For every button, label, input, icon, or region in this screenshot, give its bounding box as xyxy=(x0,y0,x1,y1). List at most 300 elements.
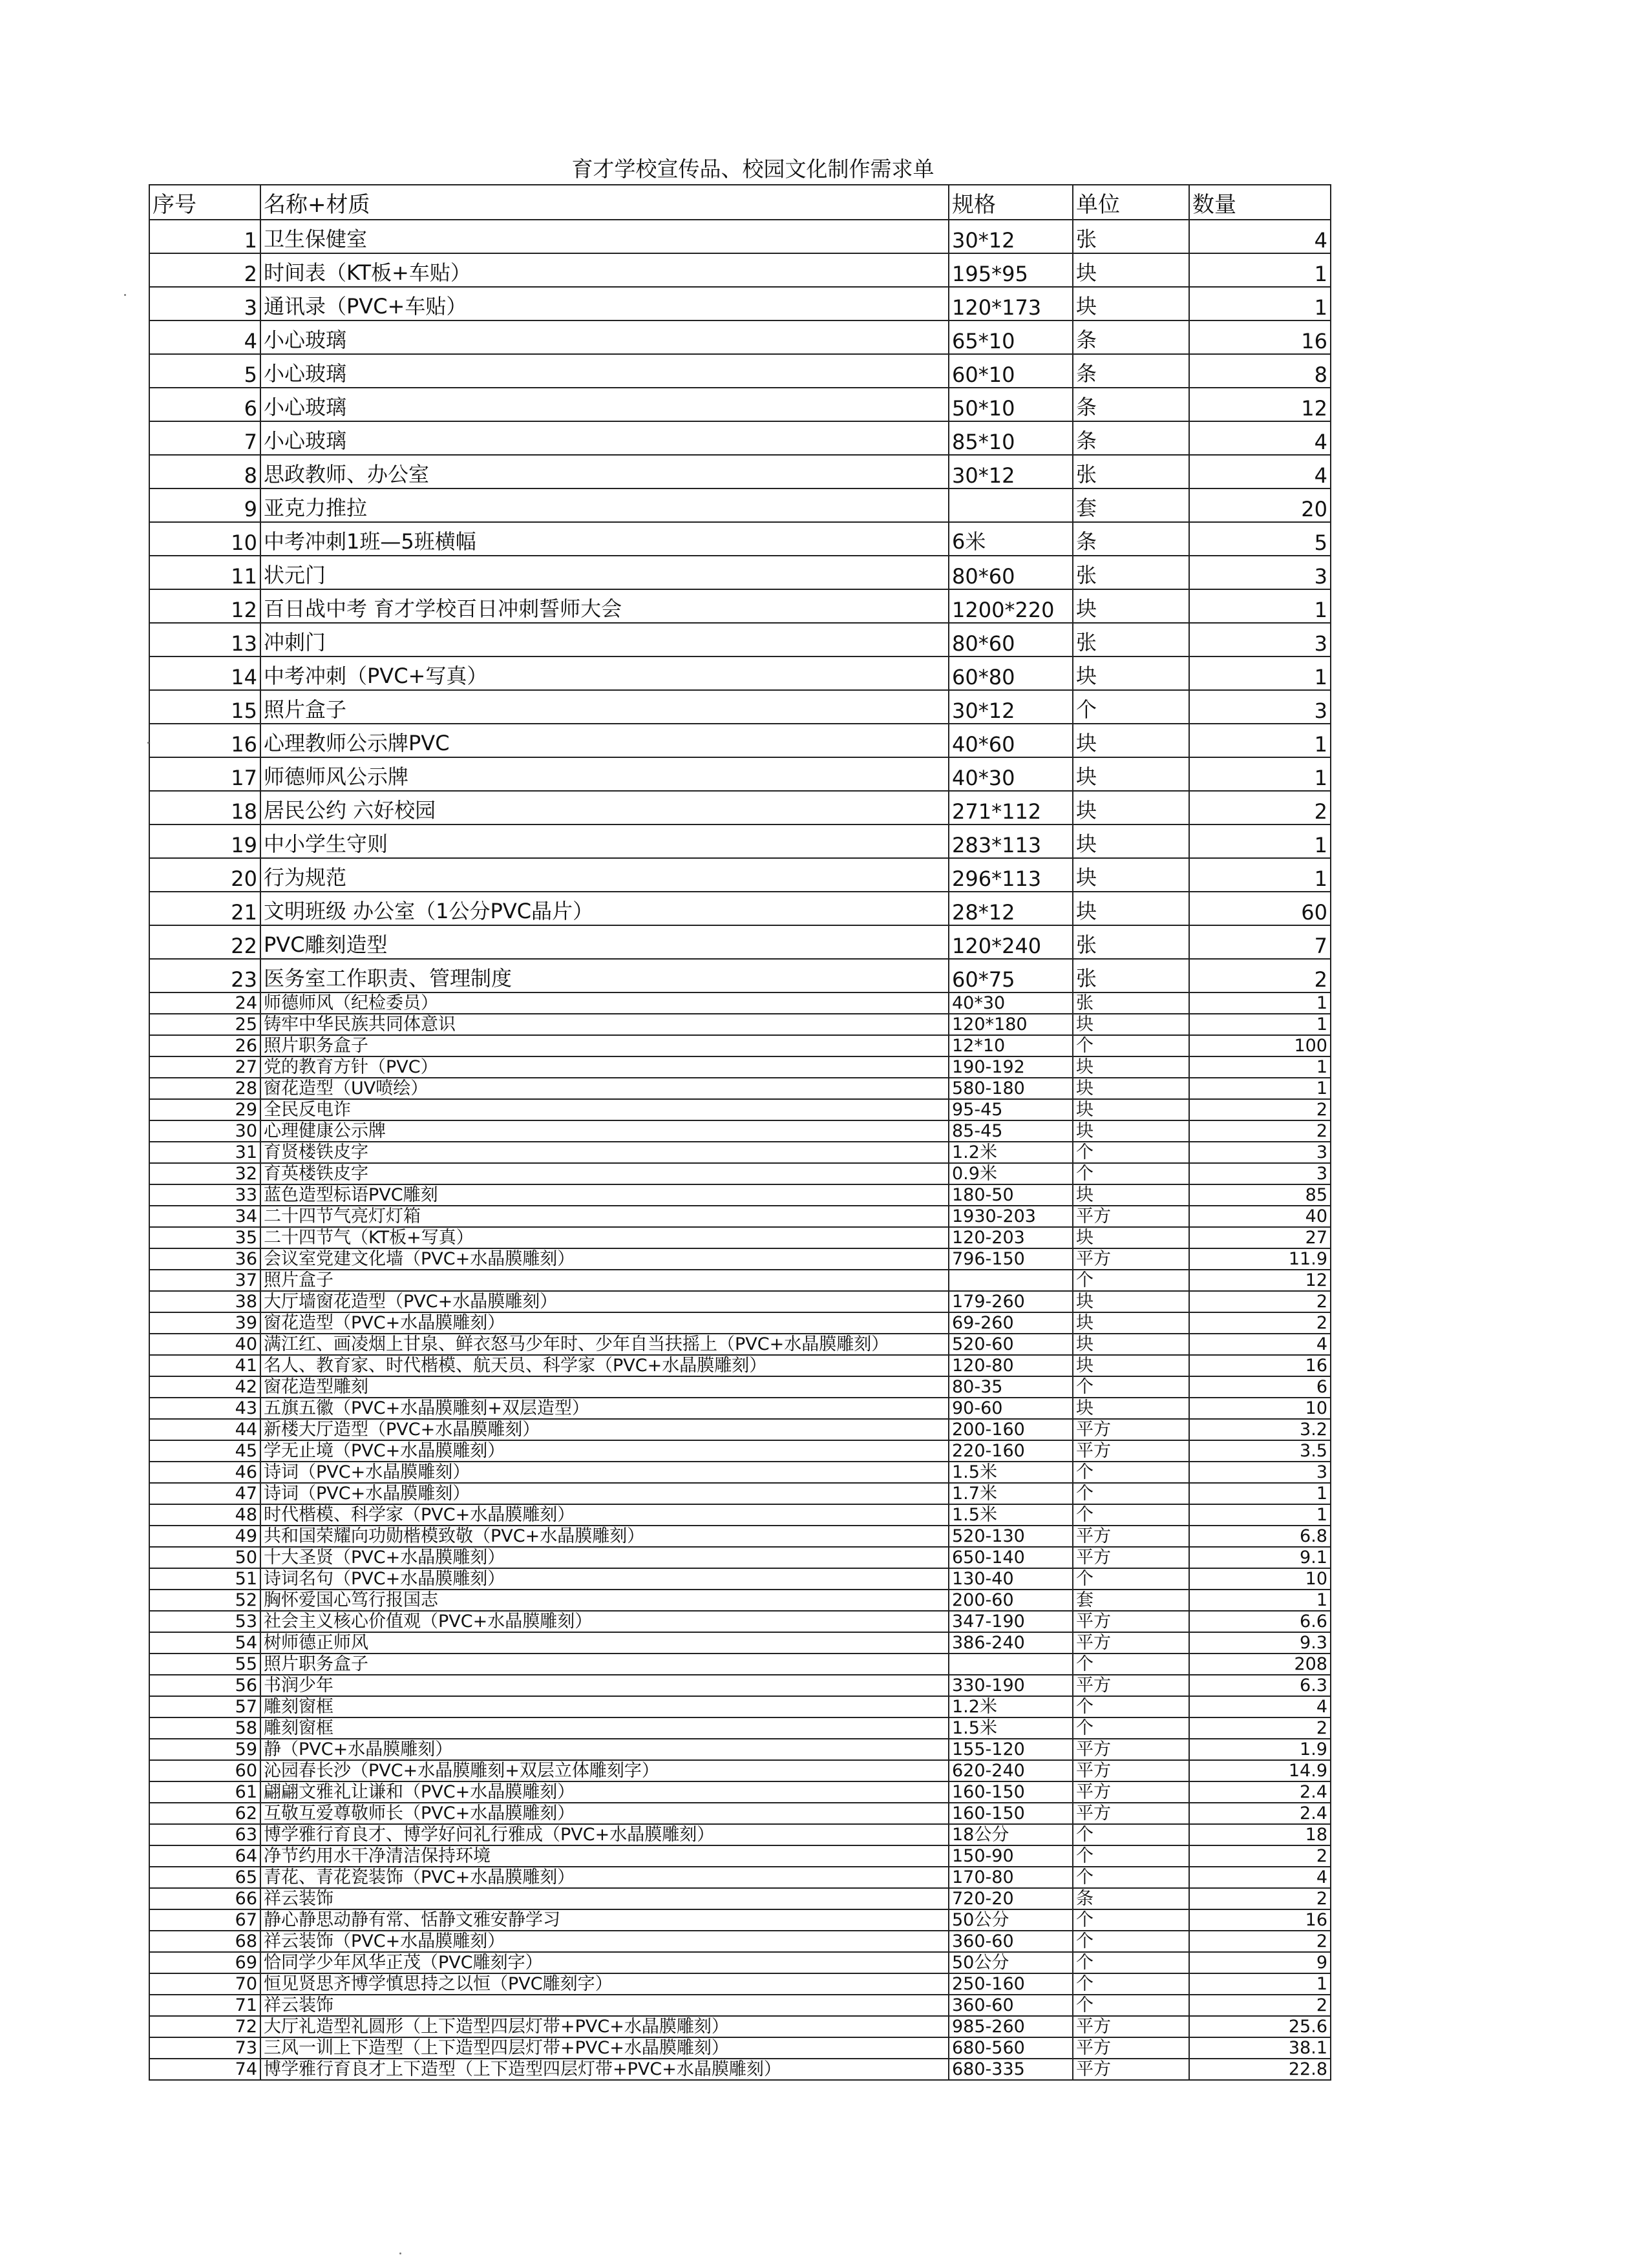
cell-unit: 块 xyxy=(1073,1056,1189,1078)
table-row xyxy=(149,1803,1331,1824)
cell-spec: 120*240 xyxy=(949,925,1073,959)
table-row xyxy=(149,824,1331,858)
cell-unit: 套 xyxy=(1073,1590,1189,1611)
cell-name: 师德师风公示牌 xyxy=(260,757,949,791)
cell-qty: 9.1 xyxy=(1189,1547,1331,1568)
cell-unit: 张 xyxy=(1073,959,1189,992)
cell-qty: 1 xyxy=(1189,1014,1331,1035)
cell-unit: 个 xyxy=(1073,1867,1189,1888)
header-name: 名称+材质 xyxy=(260,185,949,220)
cell-unit: 块 xyxy=(1073,1099,1189,1120)
cell-qty: 2 xyxy=(1189,1995,1331,2016)
cell-spec: 220-160 xyxy=(949,1440,1073,1462)
table-row xyxy=(149,1376,1331,1398)
cell-spec: 65*10 xyxy=(949,320,1073,354)
cell-spec: 160-150 xyxy=(949,1803,1073,1824)
cell-spec: 50公分 xyxy=(949,1952,1073,1973)
cell-qty: 2 xyxy=(1189,1120,1331,1142)
cell-name: 中考冲刺1班—5班横幅 xyxy=(260,522,949,556)
table-row xyxy=(149,1590,1331,1611)
table-row xyxy=(149,1931,1331,1952)
cell-name: 书润少年 xyxy=(260,1675,949,1696)
cell-no: 62 xyxy=(149,1803,260,1824)
table-row xyxy=(149,1717,1331,1739)
cell-unit: 平方 xyxy=(1073,1206,1189,1227)
cell-no: 66 xyxy=(149,1888,260,1909)
cell-spec: 95-45 xyxy=(949,1099,1073,1120)
cell-no: 16 xyxy=(149,724,260,757)
cell-spec: 120-203 xyxy=(949,1227,1073,1248)
cell-no: 46 xyxy=(149,1462,260,1483)
cell-name: 行为规范 xyxy=(260,858,949,892)
cell-unit: 平方 xyxy=(1073,2037,1189,2059)
cell-unit: 平方 xyxy=(1073,1611,1189,1632)
cell-name: 恒见贤思齐博学慎思持之以恒（PVC雕刻字） xyxy=(260,1973,949,1995)
cell-name: 时间表（KT板+车贴） xyxy=(260,253,949,287)
cell-qty: 4 xyxy=(1189,1696,1331,1717)
cell-name: 翩翩文雅礼让谦和（PVC+水晶膜雕刻） xyxy=(260,1781,949,1803)
cell-no: 60 xyxy=(149,1760,260,1781)
cell-name: 二十四节气（KT板+写真） xyxy=(260,1227,949,1248)
cell-unit: 块 xyxy=(1073,589,1189,623)
cell-no: 21 xyxy=(149,892,260,925)
cell-spec: 985-260 xyxy=(949,2016,1073,2037)
cell-qty: 5 xyxy=(1189,522,1331,556)
cell-no: 51 xyxy=(149,1568,260,1590)
cell-no: 14 xyxy=(149,656,260,690)
cell-no: 59 xyxy=(149,1739,260,1760)
cell-no: 48 xyxy=(149,1504,260,1526)
cell-unit: 个 xyxy=(1073,1952,1189,1973)
cell-unit: 张 xyxy=(1073,992,1189,1014)
cell-no: 11 xyxy=(149,556,260,589)
requirements-table xyxy=(149,184,1331,2081)
page-title: 育才学校宣传品、校园文化制作需求单 xyxy=(571,156,935,182)
cell-name: 中小学生守则 xyxy=(260,824,949,858)
cell-spec: 1.5米 xyxy=(949,1717,1073,1739)
cell-qty: 3 xyxy=(1189,1462,1331,1483)
cell-name: 静（PVC+水晶膜雕刻） xyxy=(260,1739,949,1760)
cell-no: 70 xyxy=(149,1973,260,1995)
cell-unit: 个 xyxy=(1073,1035,1189,1056)
cell-unit: 套 xyxy=(1073,488,1189,522)
cell-spec: 120*180 xyxy=(949,1014,1073,1035)
table-row xyxy=(149,1291,1331,1312)
cell-qty: 1 xyxy=(1189,992,1331,1014)
table-row xyxy=(149,320,1331,354)
cell-no: 22 xyxy=(149,925,260,959)
cell-name: 冲刺门 xyxy=(260,623,949,656)
cell-unit: 平方 xyxy=(1073,2016,1189,2037)
table-row xyxy=(149,488,1331,522)
cell-qty: 40 xyxy=(1189,1206,1331,1227)
cell-no: 40 xyxy=(149,1334,260,1355)
table-row xyxy=(149,354,1331,388)
table-row xyxy=(149,925,1331,959)
cell-qty: 2 xyxy=(1189,1717,1331,1739)
table-row xyxy=(149,556,1331,589)
cell-unit: 平方 xyxy=(1073,1739,1189,1760)
cell-unit: 个 xyxy=(1073,1717,1189,1739)
cell-spec: 1.2米 xyxy=(949,1696,1073,1717)
table-row xyxy=(149,1568,1331,1590)
cell-qty: 3 xyxy=(1189,623,1331,656)
cell-name: 诗词名句（PVC+水晶膜雕刻） xyxy=(260,1568,949,1590)
cell-spec: 680-560 xyxy=(949,2037,1073,2059)
scan-speck xyxy=(124,294,126,296)
cell-spec: 90-60 xyxy=(949,1398,1073,1419)
table-row xyxy=(149,1163,1331,1184)
cell-qty: 18 xyxy=(1189,1824,1331,1845)
cell-no: 55 xyxy=(149,1654,260,1675)
cell-no: 58 xyxy=(149,1717,260,1739)
cell-no: 47 xyxy=(149,1483,260,1504)
cell-spec: 620-240 xyxy=(949,1760,1073,1781)
cell-qty: 6.8 xyxy=(1189,1526,1331,1547)
cell-name: 状元门 xyxy=(260,556,949,589)
table-row xyxy=(149,421,1331,455)
table-row xyxy=(149,1675,1331,1696)
cell-qty: 7 xyxy=(1189,925,1331,959)
cell-no: 42 xyxy=(149,1376,260,1398)
cell-unit: 个 xyxy=(1073,1504,1189,1526)
table-row xyxy=(149,1184,1331,1206)
cell-qty: 11.9 xyxy=(1189,1248,1331,1270)
table-row xyxy=(149,1419,1331,1440)
cell-name: 诗词（PVC+水晶膜雕刻） xyxy=(260,1462,949,1483)
cell-qty: 12 xyxy=(1189,1270,1331,1291)
cell-unit: 块 xyxy=(1073,1291,1189,1312)
cell-name: 全民反电诈 xyxy=(260,1099,949,1120)
cell-unit: 块 xyxy=(1073,287,1189,320)
cell-qty: 20 xyxy=(1189,488,1331,522)
cell-name: 医务室工作职责、管理制度 xyxy=(260,959,949,992)
cell-unit: 块 xyxy=(1073,1312,1189,1334)
cell-unit: 块 xyxy=(1073,656,1189,690)
cell-no: 41 xyxy=(149,1355,260,1376)
table-row xyxy=(149,858,1331,892)
cell-qty: 4 xyxy=(1189,455,1331,488)
cell-no: 38 xyxy=(149,1291,260,1312)
cell-name: 树师德正师风 xyxy=(260,1632,949,1654)
cell-no: 9 xyxy=(149,488,260,522)
cell-name: 雕刻窗框 xyxy=(260,1717,949,1739)
cell-spec: 650-140 xyxy=(949,1547,1073,1568)
cell-no: 39 xyxy=(149,1312,260,1334)
cell-name: 祥云装饰（PVC+水晶膜雕刻） xyxy=(260,1931,949,1952)
cell-no: 35 xyxy=(149,1227,260,1248)
cell-unit: 块 xyxy=(1073,824,1189,858)
cell-spec: 40*30 xyxy=(949,992,1073,1014)
table-row xyxy=(149,1995,1331,2016)
cell-unit: 张 xyxy=(1073,220,1189,253)
cell-spec: 360-60 xyxy=(949,1995,1073,2016)
table-row xyxy=(149,1696,1331,1717)
cell-qty: 16 xyxy=(1189,1909,1331,1931)
cell-unit: 条 xyxy=(1073,388,1189,421)
table-row xyxy=(149,1014,1331,1035)
cell-spec: 150-90 xyxy=(949,1845,1073,1867)
cell-name: 二十四节气亮灯灯箱 xyxy=(260,1206,949,1227)
table-row xyxy=(149,1398,1331,1419)
cell-unit: 平方 xyxy=(1073,1632,1189,1654)
cell-name: 小心玻璃 xyxy=(260,388,949,421)
table-row xyxy=(149,2037,1331,2059)
cell-spec: 190-192 xyxy=(949,1056,1073,1078)
table-row xyxy=(149,623,1331,656)
cell-spec: 50公分 xyxy=(949,1909,1073,1931)
cell-spec: 386-240 xyxy=(949,1632,1073,1654)
cell-spec: 520-130 xyxy=(949,1526,1073,1547)
cell-qty: 2 xyxy=(1189,1931,1331,1952)
cell-unit: 块 xyxy=(1073,253,1189,287)
cell-unit: 平方 xyxy=(1073,1760,1189,1781)
cell-no: 6 xyxy=(149,388,260,421)
table-row xyxy=(149,1462,1331,1483)
cell-unit: 条 xyxy=(1073,1888,1189,1909)
cell-qty: 3 xyxy=(1189,1142,1331,1163)
cell-spec: 179-260 xyxy=(949,1291,1073,1312)
table-row xyxy=(149,724,1331,757)
cell-name: 共和国荣耀向功勋楷模致敬（PVC+水晶膜雕刻） xyxy=(260,1526,949,1547)
table-row xyxy=(149,1845,1331,1867)
cell-qty: 10 xyxy=(1189,1398,1331,1419)
table-row xyxy=(149,992,1331,1014)
cell-no: 67 xyxy=(149,1909,260,1931)
cell-no: 4 xyxy=(149,320,260,354)
cell-name: 时代楷模、科学家（PVC+水晶膜雕刻） xyxy=(260,1504,949,1526)
cell-no: 2 xyxy=(149,253,260,287)
cell-qty: 4 xyxy=(1189,421,1331,455)
cell-qty: 1 xyxy=(1189,1973,1331,1995)
cell-qty: 1 xyxy=(1189,824,1331,858)
cell-no: 28 xyxy=(149,1078,260,1099)
cell-no: 69 xyxy=(149,1952,260,1973)
cell-spec: 85-45 xyxy=(949,1120,1073,1142)
cell-name: 照片职务盒子 xyxy=(260,1035,949,1056)
cell-name: 小心玻璃 xyxy=(260,421,949,455)
cell-name: 新楼大厅造型（PVC+水晶膜雕刻） xyxy=(260,1419,949,1440)
table-row xyxy=(149,455,1331,488)
cell-unit: 个 xyxy=(1073,690,1189,724)
cell-no: 10 xyxy=(149,522,260,556)
cell-spec: 12*10 xyxy=(949,1035,1073,1056)
table-row xyxy=(149,1547,1331,1568)
header-spec: 规格 xyxy=(949,185,1073,220)
table-row xyxy=(149,589,1331,623)
cell-qty: 14.9 xyxy=(1189,1760,1331,1781)
cell-spec: 50*10 xyxy=(949,388,1073,421)
cell-name: 沁园春长沙（PVC+水晶膜雕刻+双层立体雕刻字） xyxy=(260,1760,949,1781)
cell-unit: 张 xyxy=(1073,556,1189,589)
cell-name: 诗词（PVC+水晶膜雕刻） xyxy=(260,1483,949,1504)
cell-qty: 2 xyxy=(1189,1888,1331,1909)
table-row xyxy=(149,522,1331,556)
cell-name: 静心静思动静有常、恬静文雅安静学习 xyxy=(260,1909,949,1931)
cell-qty: 16 xyxy=(1189,1355,1331,1376)
table-row xyxy=(149,1888,1331,1909)
cell-no: 18 xyxy=(149,791,260,824)
cell-spec: 720-20 xyxy=(949,1888,1073,1909)
table-row xyxy=(149,1440,1331,1462)
cell-spec: 40*60 xyxy=(949,724,1073,757)
cell-name: 心理教师公示牌PVC xyxy=(260,724,949,757)
cell-qty: 6.3 xyxy=(1189,1675,1331,1696)
cell-qty: 1 xyxy=(1189,253,1331,287)
cell-spec: 1.7米 xyxy=(949,1483,1073,1504)
table-row xyxy=(149,1206,1331,1227)
cell-spec: 796-150 xyxy=(949,1248,1073,1270)
cell-name: 祥云装饰 xyxy=(260,1995,949,2016)
cell-qty: 3 xyxy=(1189,1163,1331,1184)
cell-spec: 120-80 xyxy=(949,1355,1073,1376)
cell-unit: 个 xyxy=(1073,1270,1189,1291)
scan-speck xyxy=(147,742,149,744)
cell-unit: 平方 xyxy=(1073,1675,1189,1696)
cell-name: 育贤楼铁皮字 xyxy=(260,1142,949,1163)
table-row xyxy=(149,1867,1331,1888)
cell-name: 照片盒子 xyxy=(260,690,949,724)
cell-spec: 1.5米 xyxy=(949,1504,1073,1526)
cell-spec: 520-60 xyxy=(949,1334,1073,1355)
cell-no: 50 xyxy=(149,1547,260,1568)
cell-spec: 200-160 xyxy=(949,1419,1073,1440)
cell-name: 小心玻璃 xyxy=(260,320,949,354)
cell-no: 32 xyxy=(149,1163,260,1184)
cell-spec: 0.9米 xyxy=(949,1163,1073,1184)
cell-no: 8 xyxy=(149,455,260,488)
table-row xyxy=(149,1099,1331,1120)
cell-name: 五旗五徽（PVC+水晶膜雕刻+双层造型） xyxy=(260,1398,949,1419)
cell-spec: 250-160 xyxy=(949,1973,1073,1995)
cell-no: 72 xyxy=(149,2016,260,2037)
cell-spec: 130-40 xyxy=(949,1568,1073,1590)
cell-qty: 1 xyxy=(1189,1590,1331,1611)
cell-qty: 85 xyxy=(1189,1184,1331,1206)
cell-name: 照片盒子 xyxy=(260,1270,949,1291)
cell-qty: 2 xyxy=(1189,959,1331,992)
cell-name: 思政教师、办公室 xyxy=(260,455,949,488)
table-row xyxy=(149,656,1331,690)
cell-unit: 平方 xyxy=(1073,1547,1189,1568)
cell-name: 恰同学少年风华正茂（PVC雕刻字） xyxy=(260,1952,949,1973)
cell-spec: 160-150 xyxy=(949,1781,1073,1803)
cell-name: 大厅礼造型礼圆形（上下造型四层灯带+PVC+水晶膜雕刻） xyxy=(260,2016,949,2037)
cell-unit: 块 xyxy=(1073,1334,1189,1355)
cell-spec: 180-50 xyxy=(949,1184,1073,1206)
cell-no: 73 xyxy=(149,2037,260,2059)
scan-speck xyxy=(399,2252,401,2254)
table-row xyxy=(149,1227,1331,1248)
cell-qty: 1.9 xyxy=(1189,1739,1331,1760)
cell-name: 社会主义核心价值观（PVC+水晶膜雕刻） xyxy=(260,1611,949,1632)
cell-unit: 平方 xyxy=(1073,1440,1189,1462)
table-row xyxy=(149,1483,1331,1504)
cell-spec: 200-60 xyxy=(949,1590,1073,1611)
cell-qty: 3.5 xyxy=(1189,1440,1331,1462)
cell-name: 三风一训上下造型（上下造型四层灯带+PVC+水晶膜雕刻） xyxy=(260,2037,949,2059)
cell-unit: 个 xyxy=(1073,1973,1189,1995)
cell-no: 20 xyxy=(149,858,260,892)
cell-unit: 块 xyxy=(1073,1014,1189,1035)
cell-spec: 60*10 xyxy=(949,354,1073,388)
cell-no: 71 xyxy=(149,1995,260,2016)
cell-no: 29 xyxy=(149,1099,260,1120)
cell-name: 党的教育方针（PVC） xyxy=(260,1056,949,1078)
cell-unit: 个 xyxy=(1073,1462,1189,1483)
cell-qty: 4 xyxy=(1189,1867,1331,1888)
cell-no: 3 xyxy=(149,287,260,320)
cell-name: 青花、青花瓷装饰（PVC+水晶膜雕刻） xyxy=(260,1867,949,1888)
cell-name: 大厅墙窗花造型（PVC+水晶膜雕刻） xyxy=(260,1291,949,1312)
cell-unit: 个 xyxy=(1073,1824,1189,1845)
table-row xyxy=(149,1526,1331,1547)
cell-spec: 80*60 xyxy=(949,623,1073,656)
cell-qty: 1 xyxy=(1189,1078,1331,1099)
cell-no: 63 xyxy=(149,1824,260,1845)
cell-spec: 296*113 xyxy=(949,858,1073,892)
table-header-row xyxy=(149,185,1331,220)
cell-no: 61 xyxy=(149,1781,260,1803)
cell-unit: 块 xyxy=(1073,757,1189,791)
cell-name: 雕刻窗框 xyxy=(260,1696,949,1717)
cell-name: 博学雅行育良才上下造型（上下造型四层灯带+PVC+水晶膜雕刻） xyxy=(260,2059,949,2080)
table-row xyxy=(149,1078,1331,1099)
cell-unit: 个 xyxy=(1073,1654,1189,1675)
table-row xyxy=(149,757,1331,791)
cell-no: 34 xyxy=(149,1206,260,1227)
cell-unit: 张 xyxy=(1073,455,1189,488)
cell-name: 会议室党建文化墙（PVC+水晶膜雕刻） xyxy=(260,1248,949,1270)
cell-unit: 个 xyxy=(1073,1909,1189,1931)
cell-spec xyxy=(949,1654,1073,1675)
cell-qty: 2 xyxy=(1189,1845,1331,1867)
cell-unit: 块 xyxy=(1073,1398,1189,1419)
cell-qty: 1 xyxy=(1189,858,1331,892)
cell-unit: 条 xyxy=(1073,354,1189,388)
table-row xyxy=(149,1909,1331,1931)
cell-spec: 330-190 xyxy=(949,1675,1073,1696)
cell-spec: 155-120 xyxy=(949,1739,1073,1760)
cell-spec: 69-260 xyxy=(949,1312,1073,1334)
cell-no: 56 xyxy=(149,1675,260,1696)
cell-unit: 块 xyxy=(1073,1120,1189,1142)
cell-spec: 6米 xyxy=(949,522,1073,556)
cell-spec: 120*173 xyxy=(949,287,1073,320)
table-row xyxy=(149,1035,1331,1056)
table-row xyxy=(149,1760,1331,1781)
cell-no: 33 xyxy=(149,1184,260,1206)
cell-no: 5 xyxy=(149,354,260,388)
table-row xyxy=(149,1739,1331,1760)
cell-unit: 块 xyxy=(1073,791,1189,824)
cell-name: 文明班级 办公室（1公分PVC晶片） xyxy=(260,892,949,925)
cell-name: 窗花造型雕刻 xyxy=(260,1376,949,1398)
cell-name: 名人、教育家、时代楷模、航天员、科学家（PVC+水晶膜雕刻） xyxy=(260,1355,949,1376)
cell-no: 23 xyxy=(149,959,260,992)
cell-no: 45 xyxy=(149,1440,260,1462)
cell-unit: 个 xyxy=(1073,1845,1189,1867)
cell-spec: 347-190 xyxy=(949,1611,1073,1632)
cell-no: 17 xyxy=(149,757,260,791)
cell-unit: 平方 xyxy=(1073,1526,1189,1547)
cell-spec: 18公分 xyxy=(949,1824,1073,1845)
cell-qty: 38.1 xyxy=(1189,2037,1331,2059)
cell-unit: 个 xyxy=(1073,1376,1189,1398)
cell-spec: 283*113 xyxy=(949,824,1073,858)
cell-spec: 85*10 xyxy=(949,421,1073,455)
cell-name: 互敬互爱尊敬师长（PVC+水晶膜雕刻） xyxy=(260,1803,949,1824)
